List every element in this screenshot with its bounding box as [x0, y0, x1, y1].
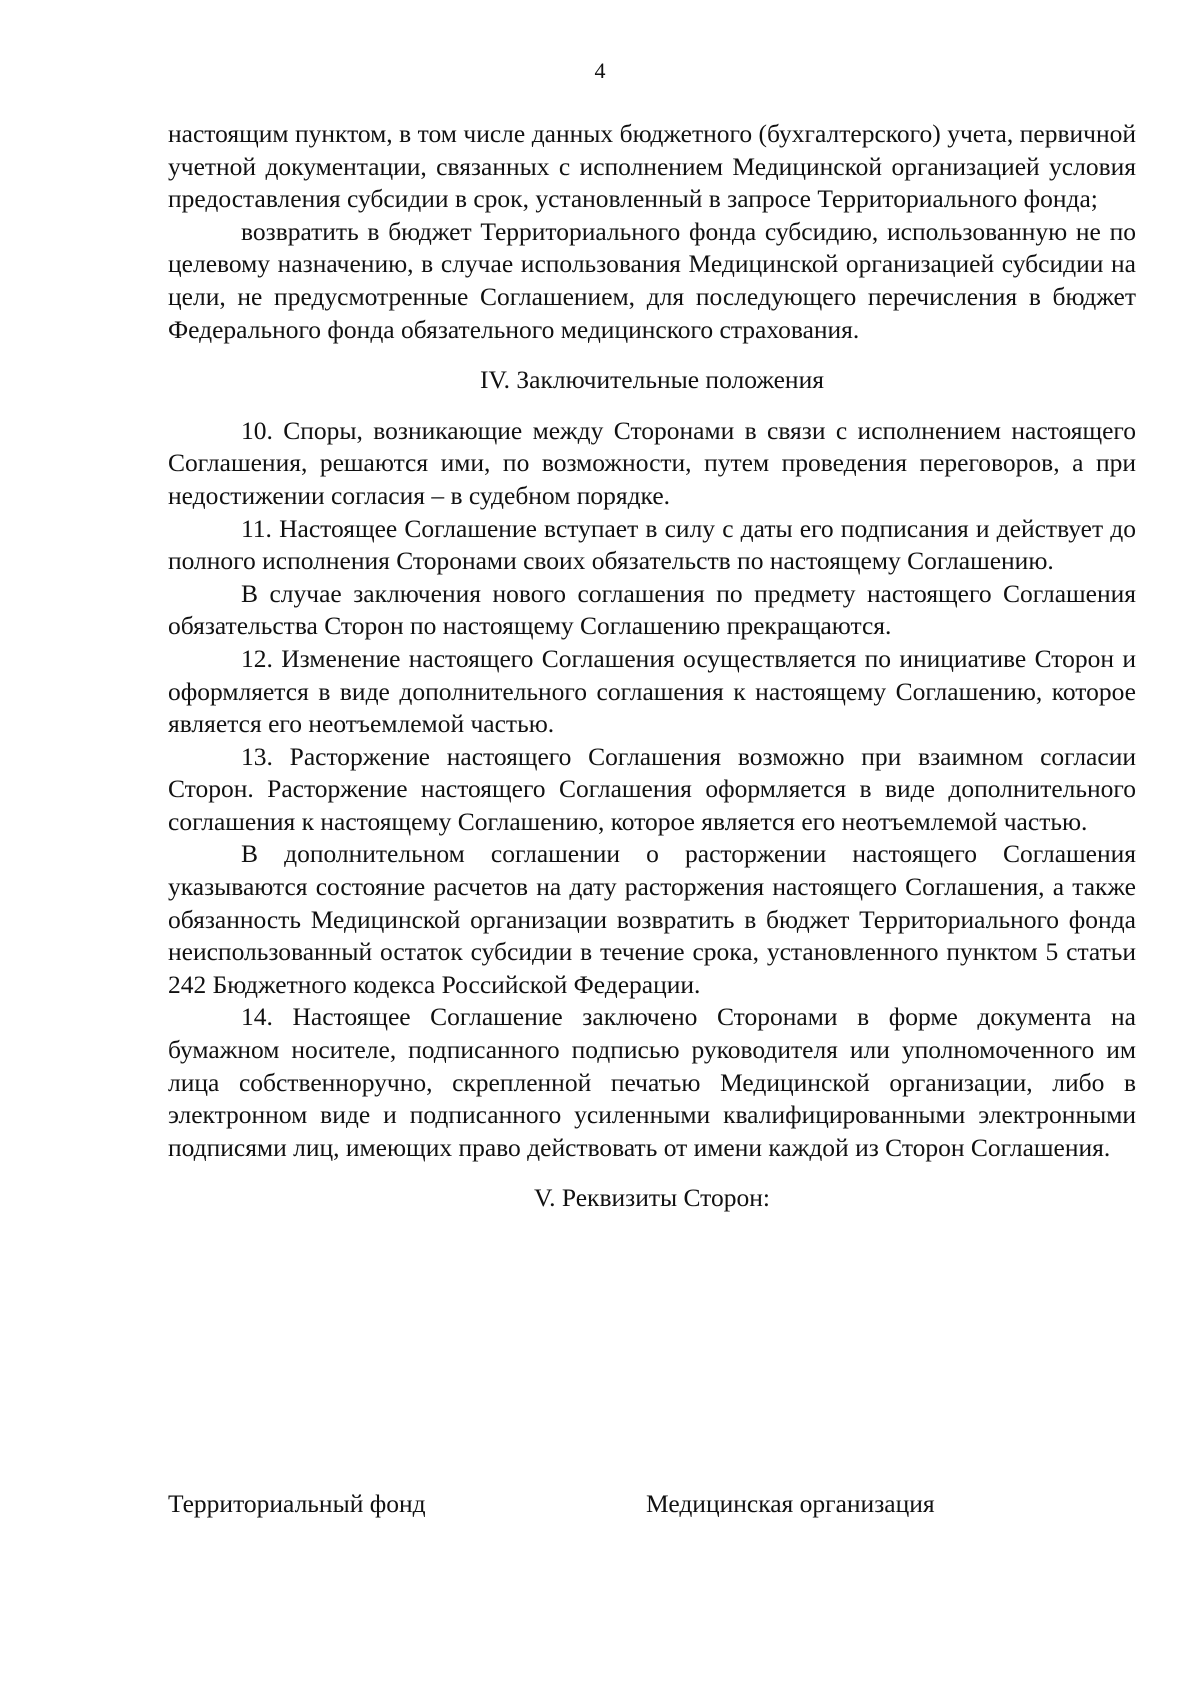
paragraph-item-12: 12. Изменение настоящего Соглашения осуществляется по инициативе Сторон и оформляется в виде дополнительного соглашения к настоящему Соглашению, которое является его неотъемлемой частью.: [168, 643, 1136, 739]
section-heading-final-provisions: IV. Заключительные положения: [480, 365, 824, 395]
paragraph-return-subsidy: возвратить в бюджет Территориального фонда субсидию, использованную не по целевому назначению, в случае использования Медицинской организацией субсидии на цели, не предусмотренные Соглашением, для последующего перечисления в бюджет Федерального фонда обязательного медицинского страхования.: [168, 216, 1136, 344]
paragraph-item-10: 10. Споры, возникающие между Сторонами в связи с исполнением настоящего Соглашения, решаются ими, по возможности, путем проведения переговоров, а при недостижении согласия – в судебном порядке.: [168, 415, 1136, 510]
paragraph-item-13: 13. Расторжение настоящего Соглашения возможно при взаимном согласии Сторон. Расторжение настоящего Соглашения оформляется в виде дополнительного соглашения к настоящему Соглашению, которое является его неотъемлемой частью.: [168, 741, 1136, 836]
page-number: 4: [594, 58, 606, 83]
party-territorial-fund: Территориальный фонд: [168, 1489, 426, 1518]
paragraph-item-13-continuation: В дополнительном соглашении о расторжении настоящего Соглашения указываются состояние расчетов на дату расторжения настоящего Соглашения, а также обязанность Медицинской организации возвратить в бюджет Территориального фонда неиспользованный остаток субсидии в течение срока, установленного пунктом 5 статьи 242 Бюджетного кодекса Российской Федерации.: [168, 839, 1136, 999]
section-heading-party-details: V. Реквизиты Сторон:: [534, 1183, 770, 1213]
paragraph-item-11-continuation: В случае заключения нового соглашения по предмету настоящего Соглашения обязательства Сторон по настоящему Соглашению прекращаются.: [168, 578, 1136, 641]
paragraph-item-11: 11. Настоящее Соглашение вступает в силу с даты его подписания и действует до полного исполнения Сторонами своих обязательств по настоящему Соглашению.: [168, 513, 1136, 576]
paragraph-continuation: настоящим пунктом, в том числе данных бюджетного (бухгалтерского) учета, первичной учетной документации, связанных с исполнением Медицинской организацией условия предоставления субсидии в срок, установленный в запросе Территориального фонда;: [168, 119, 1136, 214]
party-medical-organization: Медицинская организация: [646, 1489, 935, 1518]
document-body: [168, 118, 1136, 1215]
paragraph-item-14: 14. Настоящее Соглашение заключено Сторонами в форме документа на бумажном носителе, подписанного подписью руководителя или уполномоченного им лица собственноручно, скрепленной печатью Медицинской организации, либо в электронном виде и подписанного усиленными квалифицированными электронными подписями лиц, имеющих право действовать от имени каждой из Сторон Соглашения.: [168, 1002, 1136, 1162]
